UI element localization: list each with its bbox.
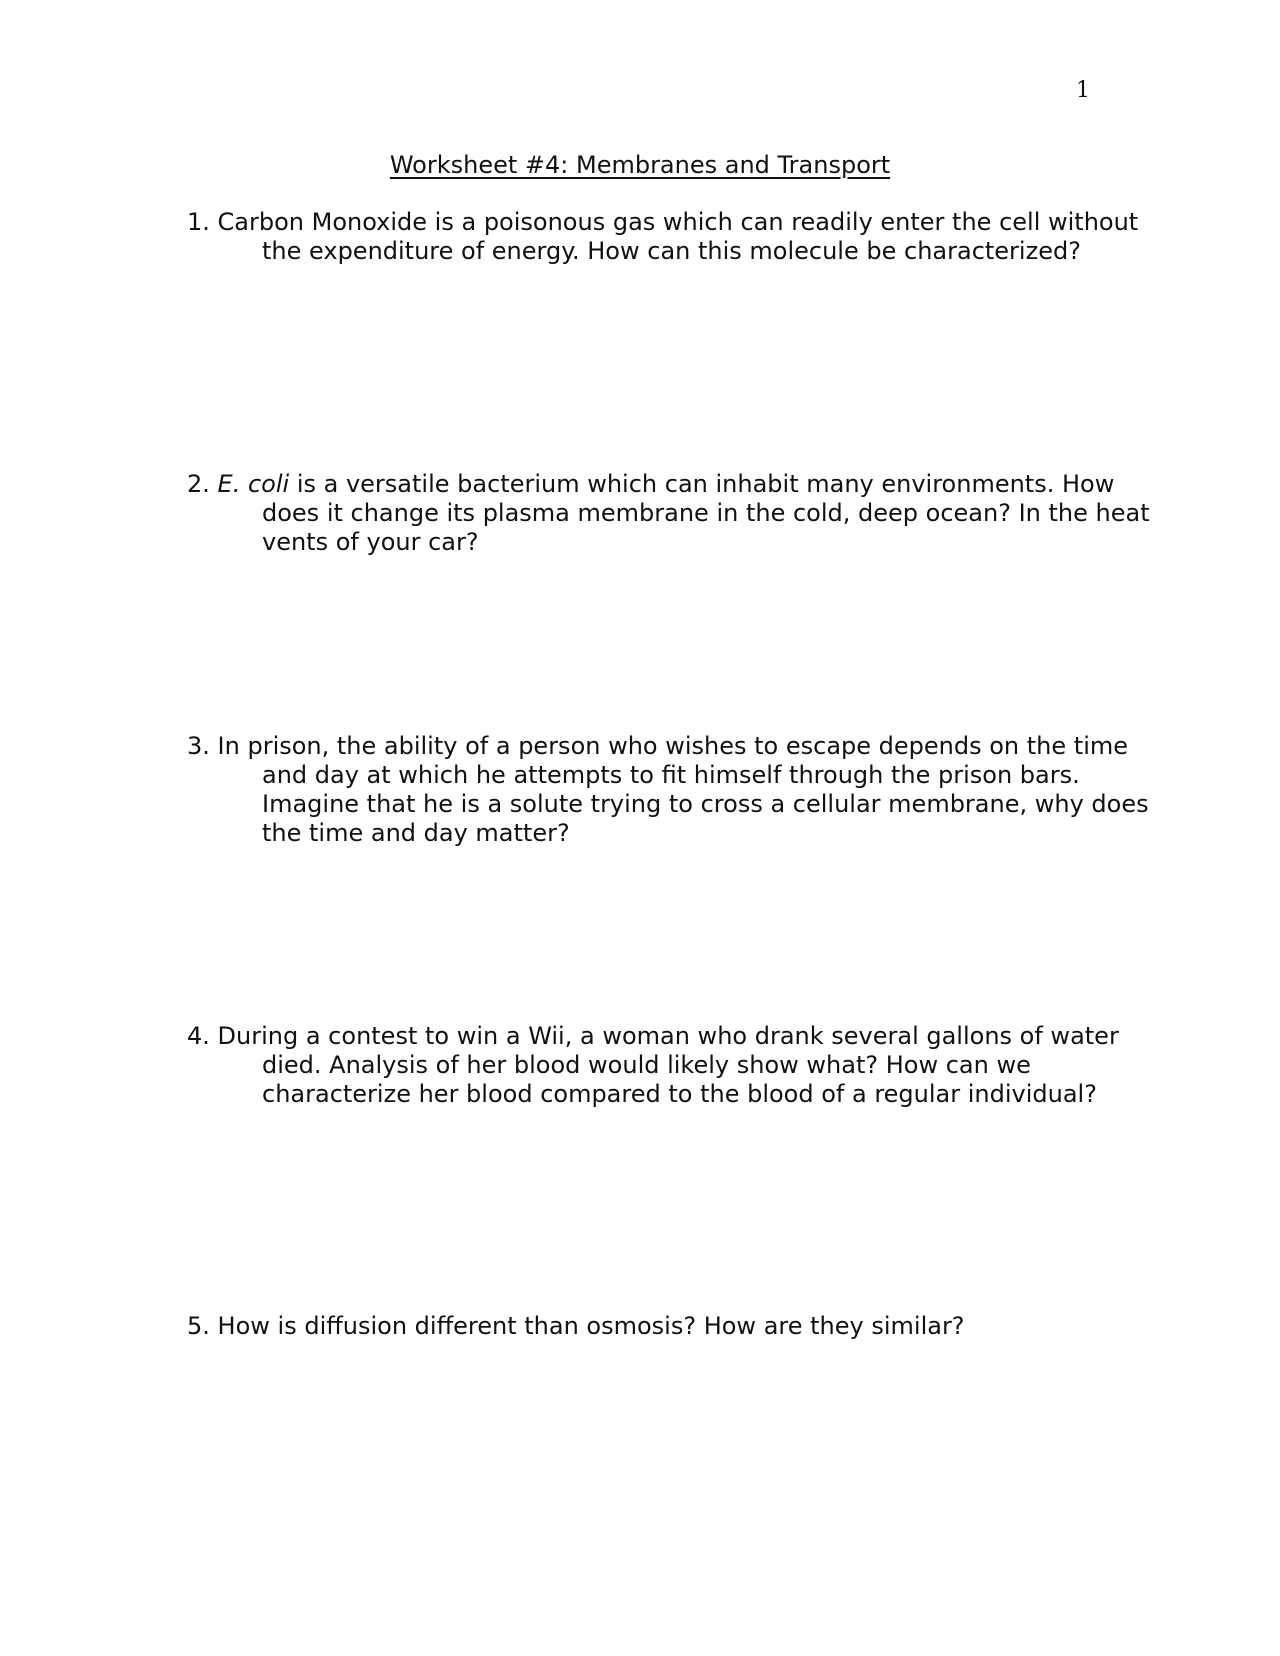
- question-number: 4.: [187, 1022, 210, 1050]
- question-number: 3.: [187, 732, 210, 760]
- worksheet-title: Worksheet #4: Membranes and Transport: [389, 151, 891, 179]
- question-number: 5.: [187, 1312, 210, 1340]
- question-1: [187, 208, 1162, 266]
- question-number: 2.: [187, 470, 210, 498]
- question-text: is a versatile bacterium which can inhabit many environments. How does it change its plasma membrane in the cold, deep ocean? In the heat vents of your car?: [262, 470, 1150, 556]
- question-text: During a contest to win a Wii, a woman who drank several gallons of water died. Analysis of her blood would likely show what? How can we characterize her blood compared to the blood of a regular individual?: [217, 1022, 1119, 1108]
- question-5: [187, 1312, 1162, 1341]
- question-text: How is diffusion different than osmosis? How are they similar?: [217, 1312, 965, 1340]
- question-number: 1.: [187, 208, 210, 236]
- question-text: In prison, the ability of a person who wishes to escape depends on the time and day at which he attempts to fit himself through the prison bars. Imagine that he is a solute trying to cross a cellular membrane, why does the time and day matter?: [217, 732, 1149, 847]
- question-text: Carbon Monoxide is a poisonous gas which can readily enter the cell without the expenditure of energy. How can this molecule be characterized?: [217, 208, 1139, 265]
- page-number: 1: [1076, 78, 1090, 103]
- question-3: [187, 732, 1162, 848]
- question-2: [187, 470, 1162, 557]
- species-name: E. coli: [217, 470, 290, 498]
- question-4: [187, 1022, 1162, 1109]
